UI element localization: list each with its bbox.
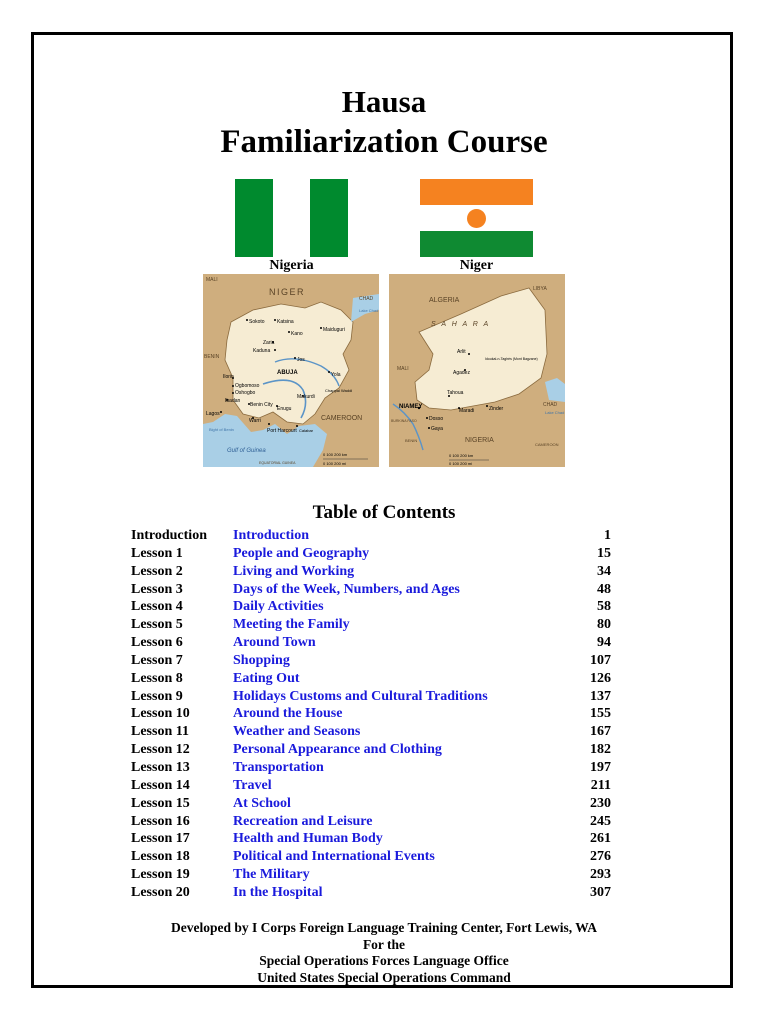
toc-row [131,581,611,599]
toc-row [131,741,611,759]
map-ne-city-niamey: NIAMEY [399,404,423,410]
map-ne-label-cameroon: CAMEROON [535,442,559,447]
map-ng-label-benin: BENIN [204,354,220,360]
toc-entry-link[interactable]: Holidays Customs and Cultural Traditions [233,688,488,704]
toc-entry-label: Lesson 8 [131,670,183,686]
toc-entry-page: 276 [590,849,611,865]
map-ne-label-nigeria: NIGERIA [465,437,494,444]
course-title-line1: Hausa [341,84,427,119]
toc-entry-link[interactable]: Health and Human Body [233,831,383,847]
toc-entry-link[interactable]: Transportation [233,759,324,775]
map-ng-city-ogbomoso: Ogbomoso [235,383,260,389]
toc-row [131,723,611,741]
toc-entry-link[interactable]: Personal Appearance and Clothing [233,742,442,758]
map-ne-label-libya: LIBYA [533,286,547,292]
footer-line-office: Special Operations Forces Language Office [259,953,509,968]
toc-entry-link[interactable]: Living and Working [233,563,355,579]
niger-flag-stripe-top [420,179,533,205]
map-ne-label-idoukal: Idoukal-n-Taghès (Mont Bagzane) [485,357,538,361]
map-ng-city-ibadan: Ibadan [225,398,241,404]
map-ne-label-chad: CHAD [543,402,558,408]
map-ng-label-chad: CHAD [359,296,374,302]
map-ng-city-katsina: Katsina [277,319,294,325]
map-ng-city-zaria: Zaria [263,340,275,346]
toc-entry-label: Lesson 17 [131,831,190,847]
toc-entry-label: Lesson 7 [131,652,183,668]
toc-entry-page: 167 [590,724,611,740]
toc-row [131,830,611,848]
map-ng-label-eq-guinea: EQUATORIAL GUINEA [259,461,296,465]
toc-entry-page: 155 [590,706,611,722]
toc-entry-link[interactable]: Travel [233,777,272,793]
toc-entry-link[interactable]: Introduction [233,528,309,543]
toc-entry-label: Lesson 15 [131,795,190,811]
map-ng-city-enugu: Enugu [277,406,292,412]
niger-map [389,274,565,467]
toc-entry-page: 94 [597,635,611,651]
map-ng-label-mali: MALI [206,277,218,283]
niger-flag-stripe-middle [420,205,533,231]
toc-row [131,777,611,795]
toc-entry-label: Lesson 18 [131,849,190,865]
toc-entry-link[interactable]: Recreation and Leisure [233,813,373,829]
toc-row [131,795,611,813]
map-ne-scale-mi: 0 100 200 mi [449,461,473,466]
toc-entry-page: 1 [604,528,611,543]
toc-row [131,563,611,581]
footer-line-developer: Developed by I Corps Foreign Language Training Center, Fort Lewis, WA [170,920,597,935]
toc-entry-label: Lesson 4 [131,599,183,615]
nigeria-map [203,274,379,467]
map-ng-city-ilorin: Ilorin [223,374,234,380]
map-ne-label-benin: BENIN [405,438,418,443]
map-ne-city-arlit: Arlit [457,349,466,355]
toc-entry-page: 126 [590,670,611,686]
toc-entry-link[interactable]: Around Town [233,635,316,651]
map-ng-label-lake-chad: Lake Chad [359,308,379,313]
toc-entry-label: Lesson 11 [131,724,189,740]
map-ne-city-zinder: Zinder [489,406,504,412]
niger-flag [420,179,533,257]
toc-entry-page: 34 [597,563,611,579]
map-ne-label-burkina: BURKINA FASO [391,419,417,423]
toc-row [131,527,611,545]
map-ng-label-cameroon: CAMEROON [321,415,363,422]
niger-flag-stripe-bottom [420,231,533,257]
toc-row [131,813,611,831]
toc-row [131,616,611,634]
toc-row [131,705,611,723]
map-ng-label-bight-benin: Bight of Benin [209,427,234,432]
toc-entry-label: Lesson 3 [131,581,183,597]
toc-entry-link[interactable]: Meeting the Family [233,617,350,633]
map-ng-city-oshogbo: Oshogbo [235,390,256,396]
toc-row [131,759,611,777]
toc-entry-link[interactable]: Daily Activities [233,599,324,615]
toc-entry-label: Lesson 1 [131,545,183,561]
footer-line-command: United States Special Operations Command [257,969,511,985]
map-ng-city-lagos: Lagos [206,411,220,417]
map-ng-city-makurdi: Makurdi [297,394,315,400]
toc-entry-page: 107 [590,652,611,668]
map-ng-city-kano: Kano [291,331,303,337]
map-ne-label-algeria: ALGERIA [429,297,460,304]
map-ne-city-maradi: Maradi [459,408,475,414]
map-ng-city-yola: Yola [331,372,341,378]
toc-row [131,866,611,884]
map-ng-city-calabar: Calabar [299,428,314,433]
toc-entry-link[interactable]: The Military [233,867,310,883]
map-ne-label-lake-chad: Lake Chad [545,410,565,415]
nigeria-caption: Nigeria [269,258,314,273]
toc-entry-label: Lesson 9 [131,688,183,704]
nigeria-flag-stripe-right [310,179,348,257]
map-ng-label-gulf-guinea: Gulf of Guinea [227,448,266,454]
map-ng-scale-mi: 0 100 200 mi [323,461,347,466]
toc-entry-link[interactable]: Days of the Week, Numbers, and Ages [233,581,460,597]
toc-row [131,848,611,866]
map-ne-scale-km: 0 100 200 km [449,453,474,458]
toc-row [131,688,611,706]
toc-entry-label: Lesson 20 [131,884,190,900]
map-ng-city-benin-city: Benin City [250,402,273,408]
map-ng-city-chappal-waddi: Chappal Waddi [325,388,353,393]
map-ne-label-mali: MALI [397,366,409,372]
map-ng-city-warri: Warri [249,418,261,424]
table-of-contents [131,527,611,902]
toc-entry-page: 58 [597,599,611,615]
toc-entry-link[interactable]: Political and International Events [233,849,435,865]
toc-entry-page: 293 [590,867,611,883]
nigeria-flag-stripe-left [235,179,273,257]
map-ne-city-agadez: Agadez [453,370,470,376]
map-ng-scale-km: 0 100 200 km [323,452,348,457]
toc-heading: Table of Contents [312,501,456,523]
toc-entry-label: Lesson 12 [131,742,190,758]
toc-entry-link[interactable]: Around the House [233,706,343,722]
toc-entry-link[interactable]: People and Geography [233,545,370,561]
toc-entry-label: Lesson 10 [131,706,190,722]
toc-entry-label: Lesson 13 [131,759,190,775]
toc-entry-label: Lesson 14 [131,777,190,793]
toc-entry-page: 245 [590,813,611,829]
toc-entry-page: 230 [590,795,611,811]
toc-entry-page: 211 [590,777,611,793]
map-ne-city-tahoua: Tahoua [447,390,464,396]
toc-entry-page: 307 [590,884,611,900]
toc-entry-page: 197 [590,759,611,775]
map-ng-city-sokoto: Sokoto [249,319,265,325]
toc-row [131,670,611,688]
toc-entry-label: Lesson 2 [131,563,183,579]
toc-entry-page: 48 [597,581,611,597]
nigeria-flag-stripe-middle [273,179,311,257]
toc-entry-label: Lesson 5 [131,617,183,633]
map-ng-city-kaduna: Kaduna [253,348,271,354]
toc-entry-page: 80 [597,617,611,633]
map-ng-city-abuja: ABUJA [277,370,298,376]
map-ne-city-dosso: Dosso [429,416,444,422]
course-title-line2: Familiarization Course [220,124,548,160]
toc-row [131,545,611,563]
footer [0,920,768,986]
toc-entry-page: 261 [590,831,611,847]
toc-entry-link[interactable]: Eating Out [233,670,300,686]
toc-row [131,598,611,616]
toc-row [131,884,611,902]
footer-line-for: For the [362,936,406,952]
toc-entry-label: Lesson 16 [131,813,190,829]
toc-entry-label: Introduction [131,528,207,543]
toc-row [131,652,611,670]
map-ng-city-port-harcourt: Port Harcourt [267,428,297,434]
toc-entry-link[interactable]: Weather and Seasons [233,724,361,740]
toc-row [131,634,611,652]
nigeria-flag [235,179,348,257]
map-ne-label-sahara: S A H A R A [431,321,491,328]
toc-entry-page: 182 [590,742,611,758]
toc-entry-link[interactable]: In the Hospital [233,884,323,900]
map-ng-city-jos: Jos [297,357,305,363]
toc-entry-label: Lesson 19 [131,867,190,883]
map-ng-city-maiduguri: Maiduguri [323,327,345,333]
niger-caption: Niger [459,258,494,273]
map-ne-city-gaya: Gaya [431,426,443,432]
toc-entry-link[interactable]: Shopping [233,652,290,668]
map-ng-label-niger: NIGER [269,287,306,297]
toc-entry-page: 137 [590,688,611,704]
toc-entry-page: 15 [597,545,611,561]
toc-entry-link[interactable]: At School [233,795,291,811]
toc-entry-label: Lesson 6 [131,635,183,651]
niger-flag-sun [467,209,486,228]
